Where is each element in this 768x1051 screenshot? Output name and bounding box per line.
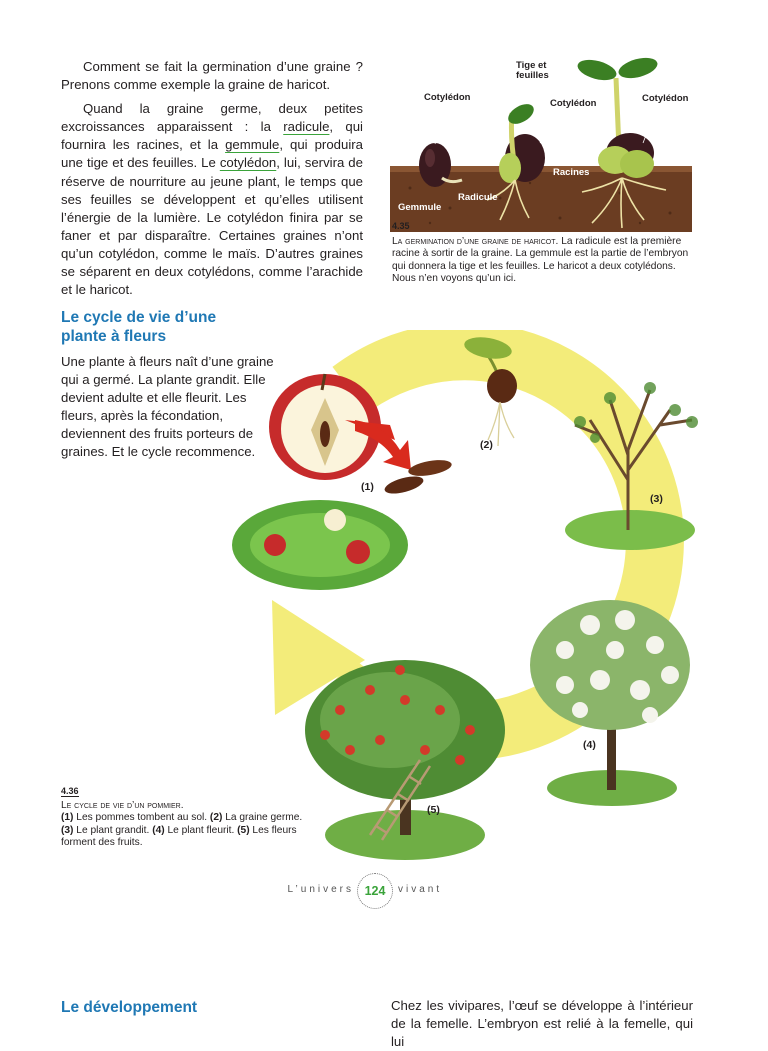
caption-title-436: Le cycle de vie d’un pommier. (61, 800, 184, 811)
section-body: Une plante à fleurs naît d’une graine qui a germé. La plante grandit. Elle devient adulte et elle fleurit. Les fleurs, après la fécondation, deviennent des fruits porteurs de graines. Et le cycle recommence. (61, 354, 274, 460)
label-cotyledon-3: Cotylédon (642, 93, 689, 104)
caption-item-5-text: Les fleurs forment des fruits. (61, 824, 297, 849)
label-tige-line2: feuilles (516, 70, 549, 81)
stage-4-flowering-tree (530, 600, 690, 806)
figure-caption-436 (61, 800, 311, 850)
next-page-text: Chez les vivipares, l’œuf se développe à l’intérieur de la femelle. L’embryon est relié à la femelle, qui lui (391, 998, 693, 1049)
figure-caption-435 (392, 236, 690, 286)
caption-item-2-text: La graine germe. (222, 812, 303, 824)
caption-text-435: La radicule est la première racine à sortir de la graine. La gemmule est la partie de l’embryon qui donnera la tige et les feuilles. Le haricot a deux cotylédons. Nous n’en voyons qu’un ici. (392, 236, 689, 285)
life-cycle-illustration (230, 330, 750, 870)
stage-label-2: (2) (480, 439, 493, 451)
figure-number-436: 4.36 (61, 786, 79, 796)
caption-item-3-text: Le plant grandit. (73, 824, 153, 836)
stage-2-seedling (463, 334, 517, 446)
caption-item-4-num: (4) (152, 824, 165, 836)
intro-text-d: , lui, servira de réserve de nourriture au jeune plant, le temps que ses feuilles se développent et qu’elles utilisent l’énergie de la lumière. Le cotylédon finira par se faner et par disparaître. Certaines graines n’ont qu’un cotylédon, comme le maïs. D’autres graines se séparent en deux cotylédons, comme l’arachide et le haricot. (61, 155, 363, 298)
intro-paragraph-2 (61, 100, 363, 299)
caption-item-5-num: (5) (237, 824, 250, 836)
intro-text-a: Quand la graine germe, deux petites excroissances apparaissent : la (61, 101, 363, 135)
stage-1-apple (232, 374, 453, 590)
label-cotyledon-2: Cotylédon (550, 98, 597, 109)
caption-item-3-num: (3) (61, 824, 74, 836)
intro-text (61, 58, 363, 305)
next-page-title: Le développement (61, 999, 198, 1016)
caption-items-436 (61, 812, 311, 849)
intro-text-b: , qui fournira les racines, et la (61, 119, 363, 153)
bean-stage-1 (419, 143, 462, 187)
section-title: Le cycle de vie d’une plante à fleurs (61, 309, 217, 345)
footer-left-text: L’univers (287, 884, 354, 895)
term-radicule: radicule (283, 119, 330, 135)
caption-item-2-num: (2) (209, 812, 223, 824)
stage-label-4: (4) (583, 739, 596, 751)
apple-life-cycle-figure (230, 330, 750, 870)
label-racines: Racines (553, 167, 590, 178)
label-tige-line1: Tige et (516, 60, 547, 71)
label-gemmule: Gemmule (398, 202, 442, 213)
figure-number-435: 4.35 (392, 221, 410, 231)
caption-title-435: La germination d’une graine de haricot. (392, 236, 559, 247)
label-radicule: Radicule (458, 192, 498, 203)
intro-paragraph-1: Comment se fait la germination d’une graine ? Prenons comme exemple la graine de haricot. (61, 59, 363, 93)
bean-germination-figure (390, 48, 692, 232)
footer-right-text: vivant (398, 884, 443, 895)
stage-label-5: (5) (427, 804, 440, 816)
caption-item-1-text: Les pommes tombent au sol. (73, 812, 210, 824)
label-cotyledon-1: Cotylédon (424, 92, 471, 103)
caption-item-1-num: (1) (61, 812, 74, 824)
term-cotyledon: cotylédon (219, 155, 277, 171)
stage-5-fruiting-tree (305, 660, 505, 860)
page-number: 124 (357, 873, 393, 909)
caption-item-4-text: Le plant fleurit. (164, 824, 238, 836)
term-gemmule: gemmule (225, 137, 280, 153)
page-footer (0, 870, 768, 910)
bean-germination-illustration (390, 48, 692, 232)
stage-label-3: (3) (650, 493, 663, 505)
intro-text-c: , qui produira une tige et des feuilles. Le (61, 137, 363, 171)
stage-label-1: (1) (361, 481, 374, 493)
